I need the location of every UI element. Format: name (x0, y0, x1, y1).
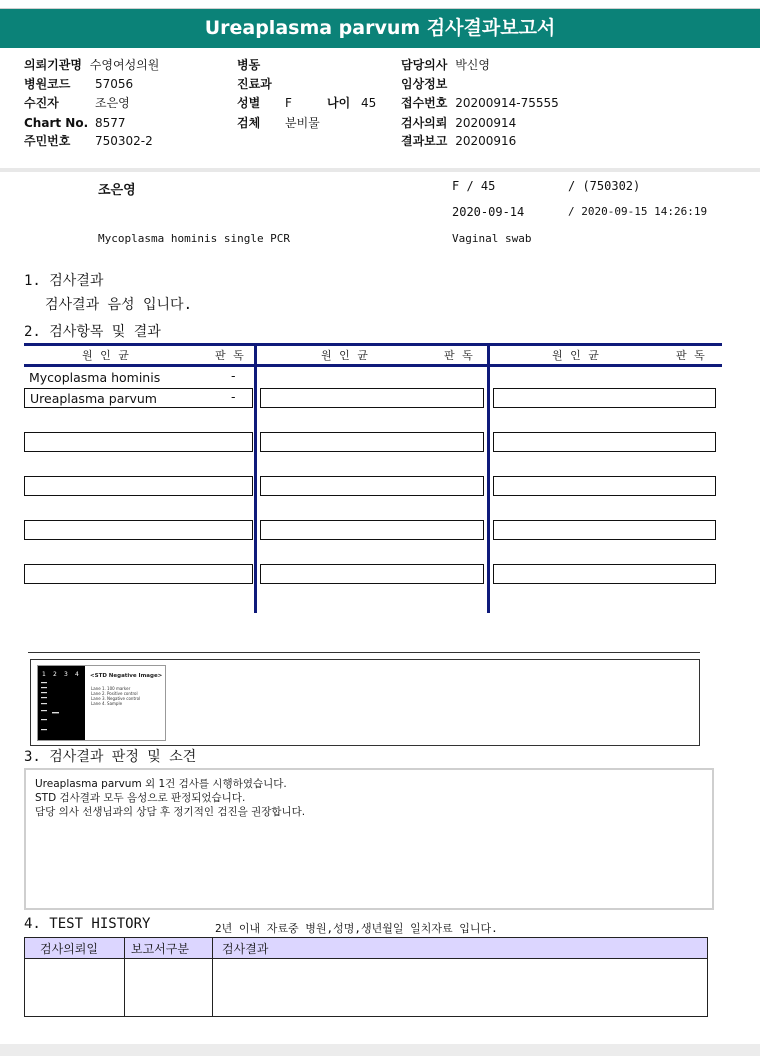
gel-legend-3: Lane 3. Negative control (91, 696, 141, 701)
summary-sex-age: F / 45 (452, 179, 496, 193)
section1-result: 검사결과 음성 입니다. (45, 297, 193, 313)
gel-lane-1: 1 (42, 671, 46, 678)
receipt-no-value: 20200914-75555 (455, 96, 559, 110)
result-cell (260, 432, 484, 452)
dept-label: 진료과 (237, 77, 272, 91)
result-cell (493, 564, 716, 584)
result-value-2: - (231, 389, 236, 404)
summary-specimen: Vaginal swab (452, 232, 532, 245)
report-date-row (401, 133, 516, 149)
receipt-no-label: 접수번호 (401, 96, 448, 110)
result-cell (260, 520, 484, 540)
page-bottom-bar (0, 1044, 760, 1056)
col-judge-2: 판 독 (444, 349, 475, 362)
report-header (0, 52, 760, 172)
age-value: 45 (361, 96, 377, 110)
col-pathogen-2: 원 인 균 (321, 349, 370, 362)
col-judge-3: 판 독 (676, 349, 707, 362)
specimen-value: 분비물 (285, 116, 320, 130)
patient-value: 조은영 (95, 96, 130, 110)
section2-title: 2. 검사항목 및 결과 (24, 324, 161, 340)
institution-row (24, 57, 159, 73)
summary-test: Mycoplasma hominis single PCR (98, 232, 291, 245)
institution-value: 수영여성의원 (89, 58, 160, 72)
col-pathogen-1: 원 인 균 (82, 349, 131, 362)
report-date-value: 20200916 (455, 134, 517, 148)
chart-no-value: 8577 (95, 116, 126, 130)
history-col-report-type: 보고서구분 (131, 942, 189, 956)
section3-title: 3. 검사결과 판정 및 소견 (24, 749, 197, 765)
comment-line-1: Ureaplasma parvum 외 1건 검사를 시행하였습니다. (35, 778, 287, 790)
history-table-header (25, 938, 707, 959)
sex-value: F (285, 96, 292, 110)
gel-image (37, 665, 166, 741)
summary-name: 조은영 (98, 183, 136, 198)
result-cell (493, 476, 716, 496)
result-cell (24, 432, 253, 452)
gel-lane-4: 4 (75, 671, 79, 678)
comment-box (24, 768, 714, 910)
request-date-row (401, 115, 516, 131)
summary-date2: / 2020-09-15 14:26:19 (568, 205, 708, 218)
result-name-2: Ureaplasma parvum (30, 391, 157, 406)
gel-lane-2: 2 (53, 671, 57, 678)
request-date-value: 20200914 (455, 116, 517, 130)
age-label: 나이 (327, 96, 351, 110)
result-cell (493, 432, 716, 452)
header-divider (0, 168, 760, 172)
comment-line-3: 담당 의사 선생님과의 상담 후 정기적인 검진을 권장합니다. (35, 806, 306, 818)
history-col-request-date: 검사의뢰일 (40, 942, 98, 956)
history-divider-1 (124, 938, 125, 1016)
gel-legend-4: Lane 4. Sample (91, 701, 123, 706)
institution-label: 의뢰기관명 (24, 58, 82, 72)
result-cell (493, 520, 716, 540)
image-divider (28, 652, 700, 653)
history-divider-2 (212, 938, 213, 1016)
column-divider-1 (254, 343, 257, 613)
receipt-no-row (401, 95, 559, 111)
col-judge-1: 판 독 (215, 349, 246, 362)
section1-title: 1. 검사결과 (24, 273, 104, 289)
patient-label: 수진자 (24, 96, 59, 110)
gel-svg (38, 666, 165, 740)
ward-label: 병동 (237, 58, 261, 72)
summary-birth: / (750302) (568, 179, 641, 193)
result-cell (260, 564, 484, 584)
doctor-row (401, 57, 490, 73)
history-table (24, 937, 708, 1017)
result-value-1: - (231, 368, 236, 383)
report-date-label: 결과보고 (401, 134, 448, 148)
hospital-code-value: 57056 (95, 77, 134, 91)
specimen-label: 검체 (237, 116, 261, 130)
sex-label: 성별 (237, 96, 261, 110)
column-divider-2 (487, 343, 490, 613)
gel-legend-1: Lane 1. 100 marker (91, 686, 131, 691)
gel-lane-3: 3 (64, 671, 68, 678)
doctor-value: 박신영 (455, 58, 490, 72)
comment-line-2: STD 검사결과 모두 음성으로 판정되었습니다. (35, 792, 246, 804)
result-cell (24, 476, 253, 496)
gel-title: <STD Negative Image> (90, 673, 163, 679)
result-cell (24, 564, 253, 584)
report-title: Ureaplasma parvum 검사결과보고서 (0, 8, 760, 48)
gel-legend-2: Lane 2. Positive control (91, 691, 138, 696)
chart-no-label: Chart No. (24, 116, 89, 130)
result-cell (260, 476, 484, 496)
request-date-label: 검사의뢰 (401, 116, 448, 130)
result-name-1: Mycoplasma hominis (29, 370, 161, 385)
resident-no-value: 750302-2 (95, 134, 153, 148)
result-cell (260, 388, 484, 408)
history-col-result: 검사결과 (222, 942, 269, 956)
results-table-header (24, 343, 722, 367)
summary-date1: 2020-09-14 (452, 205, 525, 219)
result-cell (493, 388, 716, 408)
col-pathogen-3: 원 인 균 (552, 349, 601, 362)
doctor-label: 담당의사 (401, 58, 448, 72)
clinical-info-label: 임상정보 (401, 77, 448, 91)
history-note: 2년 이내 자료중 병원,성명,생년월일 일치자료 입니다. (215, 922, 498, 935)
resident-no-label: 주민번호 (24, 134, 71, 148)
result-cell (24, 520, 253, 540)
section4-title: 4. TEST HISTORY (24, 916, 151, 932)
hospital-code-label: 병원코드 (24, 77, 71, 91)
